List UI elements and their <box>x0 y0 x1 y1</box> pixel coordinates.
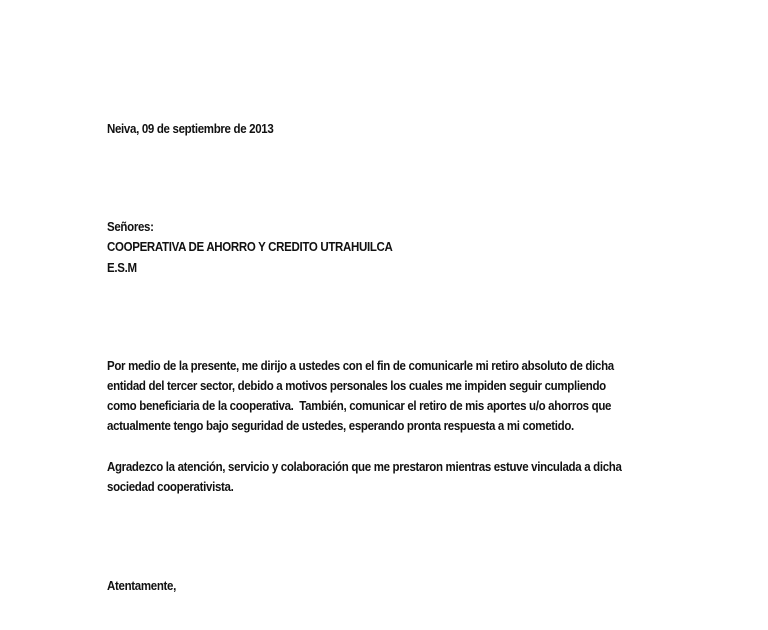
body-paragraph-2-line: Agradezco la atención, servicio y colaboración que me prestaron mientras estuve vinculada a dicha <box>107 460 622 474</box>
body-paragraph-1-line: actualmente tengo bajo seguridad de ustedes, esperando pronta respuesta a mi cometido. <box>107 419 574 433</box>
body-paragraph-1-line: Por medio de la presente, me dirijo a ustedes con el fin de comunicarle mi retiro absoluto de dicha <box>107 359 614 373</box>
recipient-salutation: Señores: <box>107 220 154 234</box>
closing-line: Atentamente, <box>107 579 176 593</box>
date-line: Neiva, 09 de septiembre de 2013 <box>107 122 274 136</box>
recipient-abbreviation: E.S.M <box>107 261 137 275</box>
body-paragraph-1-line: como beneficiaria de la cooperativa. También, comunicar el retiro de mis aportes u/o ahorros que <box>107 399 612 413</box>
recipient-organization: COOPERATIVA DE AHORRO Y CREDITO UTRAHUILCA <box>107 240 393 254</box>
body-paragraph-1-line: entidad del tercer sector, debido a motivos personales los cuales me impiden seguir cumpliendo <box>107 379 606 393</box>
body-paragraph-2-line: sociedad cooperativista. <box>107 480 234 494</box>
